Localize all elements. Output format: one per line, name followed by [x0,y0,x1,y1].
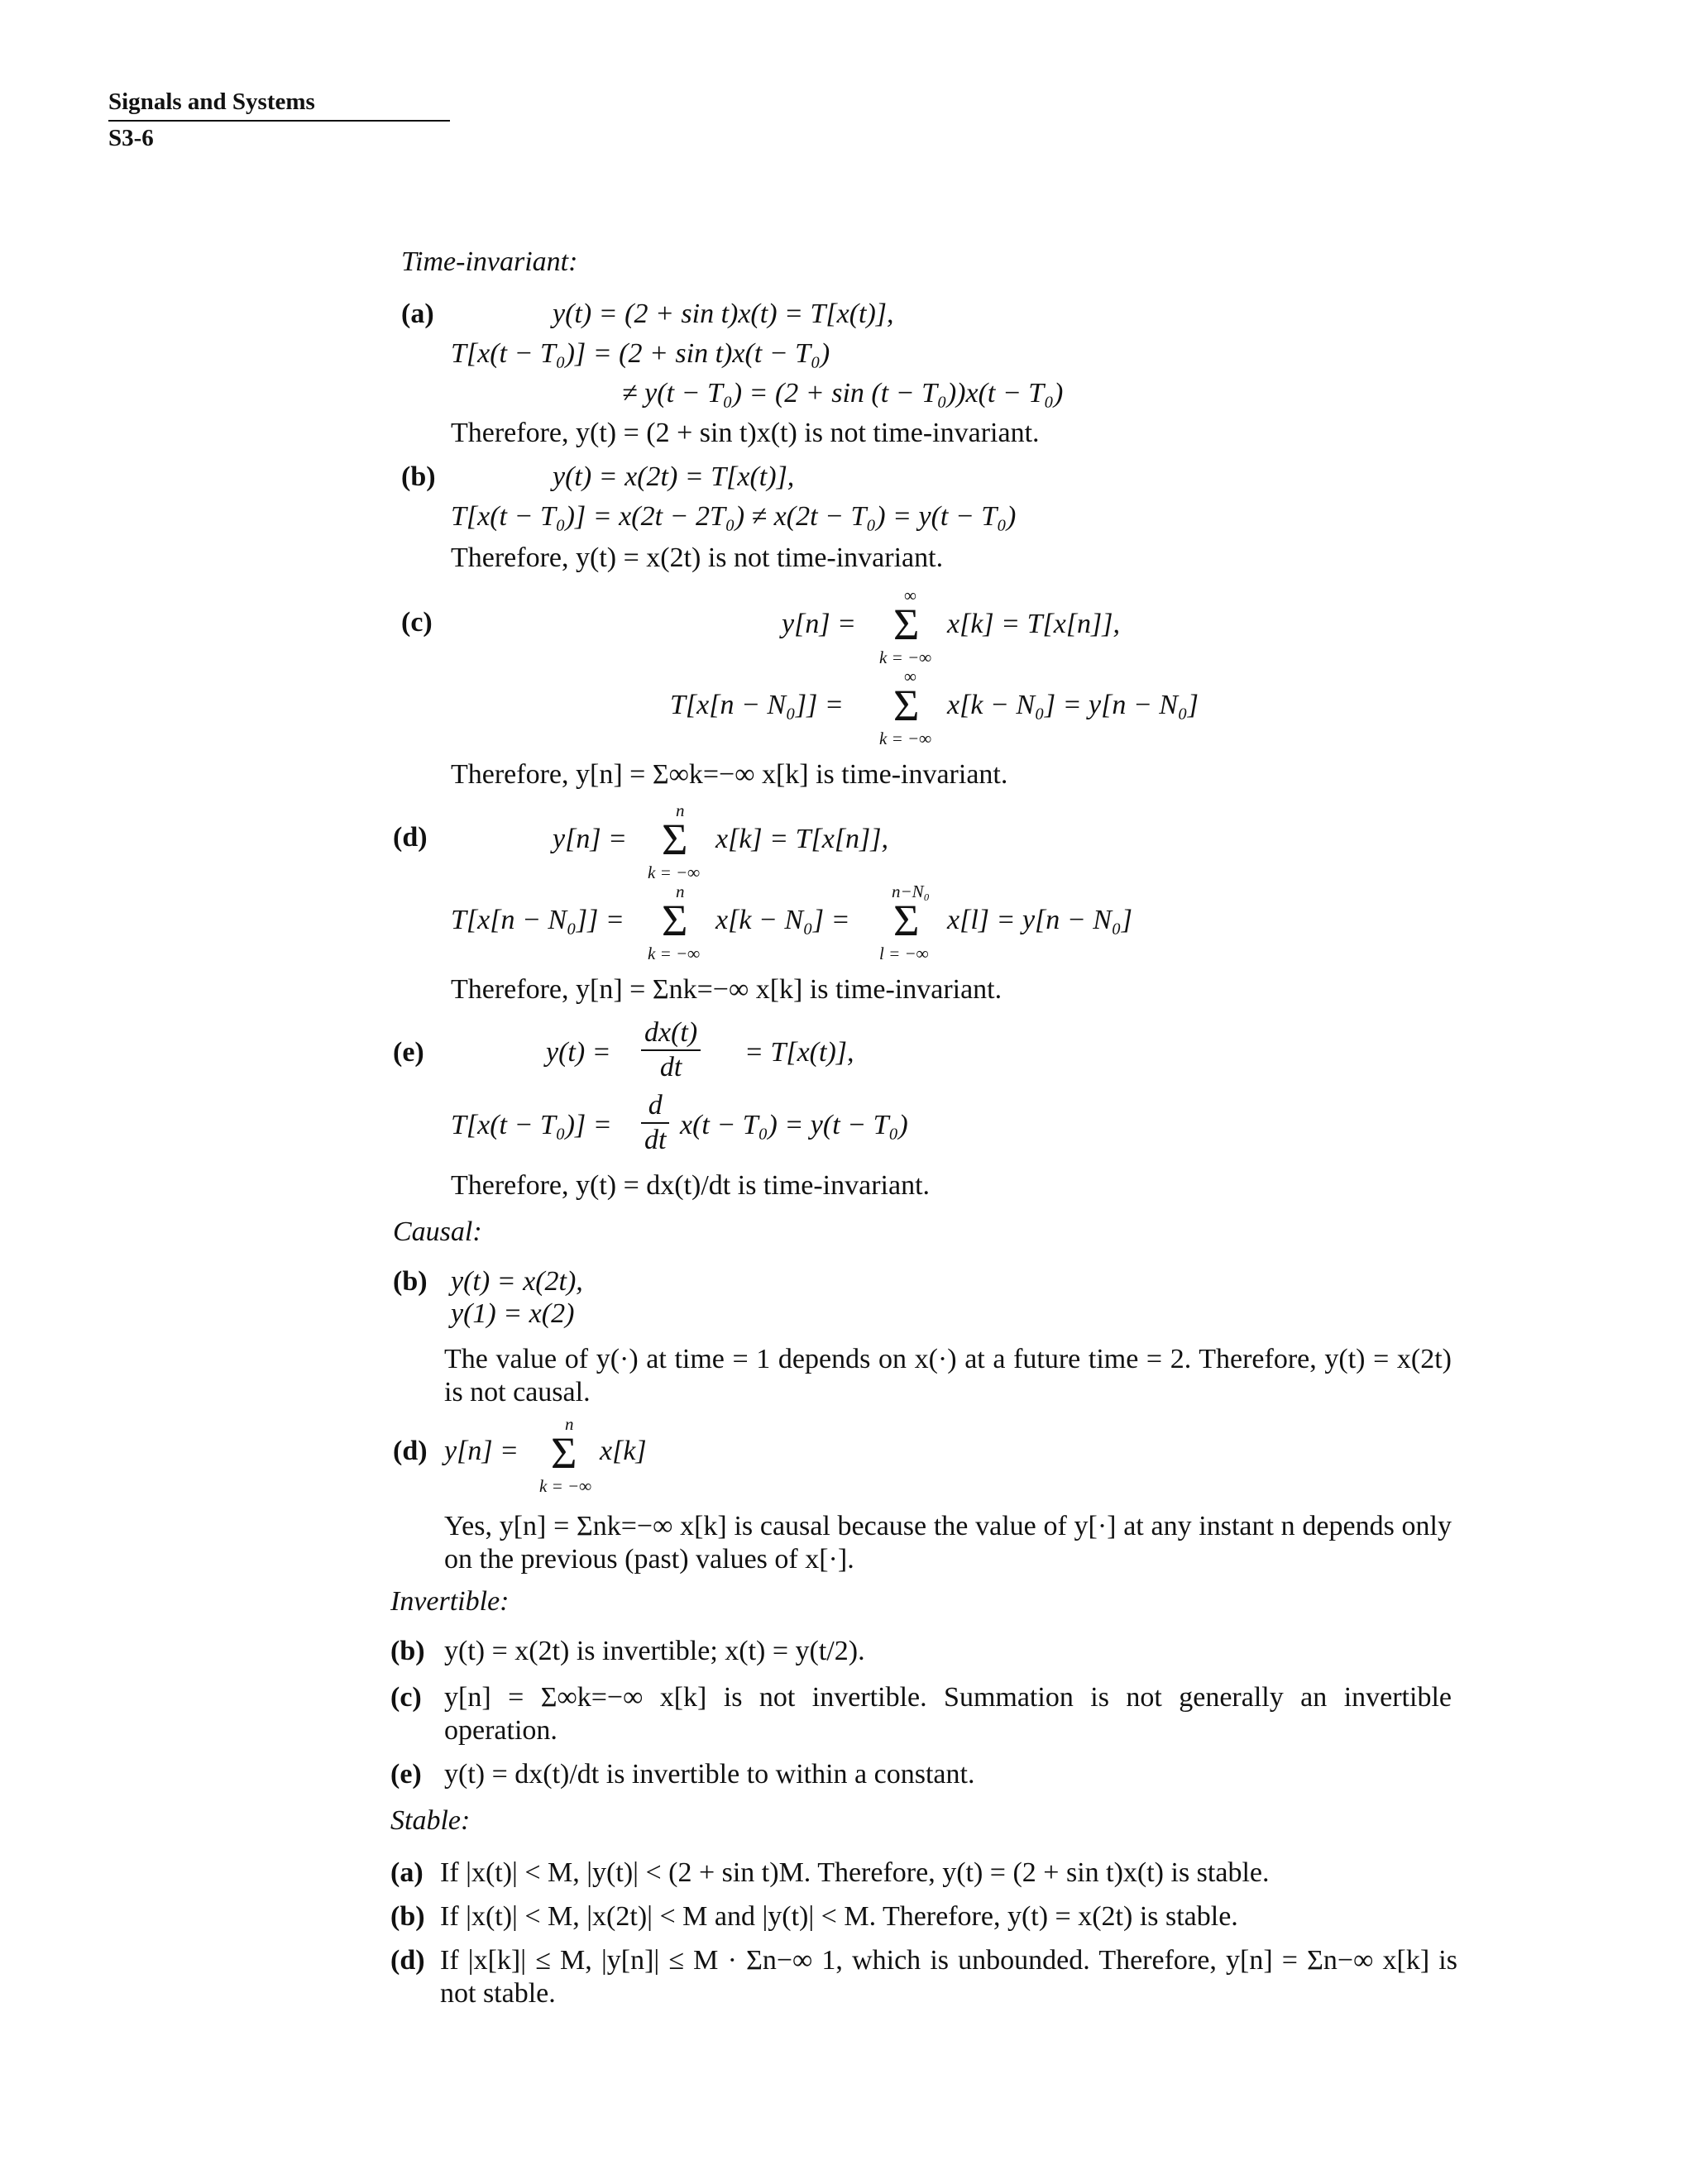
ti-d-l1-rhs: x[k] = T[x[n]], [715,824,889,854]
ti-a-line2: T[x(t − T₀)] = (2 + sin t)x(t − T₀) [451,338,830,369]
ti-c-sum2-top: ∞ [904,667,916,686]
time-invariant-heading: Time-invariant: [401,246,578,277]
ti-e-l2-den: dt [644,1125,667,1155]
causal-d-text: Yes, y[n] = Σnk=−∞ x[k] is causal because the value of y[·] at any instant n depends only on the previous (past) values of x[·]. [444,1511,1452,1575]
ti-d-l2-lhs: T[x[n − N₀]] = [451,905,624,935]
causal-d-sum-top: n [565,1414,574,1434]
book-title: Signals and Systems [108,88,315,115]
sigma-icon: Σ [893,600,920,649]
causal-b-line1: y(t) = x(2t), [451,1266,583,1297]
ti-e-l1-frac [641,1016,701,1084]
ti-c-l1-lhs: y[n] = [782,609,856,639]
causal-d-label: (d) [393,1436,428,1466]
ti-d-sum2-bottom: k = −∞ [648,944,701,963]
ti-d-label: (d) [393,822,428,853]
stable-a-text: If |x(t)| < M, |y(t)| < (2 + sin t)M. Therefore, y(t) = (2 + sin t)x(t) is stable. [440,1857,1270,1888]
ti-c-conclusion: Therefore, y[n] = Σ∞k=−∞ x[k] is time-invariant. [451,759,1008,790]
causal-heading: Causal: [393,1216,482,1247]
inv-c-label: (c) [390,1682,422,1713]
ti-a-line3: ≠ y(t − T₀) = (2 + sin (t − T₀))x(t − T₀) [622,378,1064,409]
ti-e-l2-frac [641,1089,669,1157]
ti-c-l1-rhs: x[k] = T[x[n]], [947,609,1121,639]
stable-a-label: (a) [390,1857,424,1888]
causal-d-rhs: x[k] [600,1436,647,1466]
ti-e-l1-den: dt [659,1052,682,1082]
causal-b-text: The value of y(·) at time = 1 depends on x(·) at a future time = 2. Therefore, y(t) = x(2t) is not causal. [444,1344,1452,1407]
stable-heading: Stable: [390,1805,471,1836]
ti-a-line1: y(t) = (2 + sin t)x(t) = T[x(t)], [553,299,894,329]
ti-d-sum1-bottom: k = −∞ [648,863,701,882]
ti-e-conclusion: Therefore, y(t) = dx(t)/dt is time-invariant. [451,1170,931,1201]
ti-d-conclusion: Therefore, y[n] = Σnk=−∞ x[k] is time-invariant. [451,974,1003,1005]
inv-b-text: y(t) = x(2t) is invertible; x(t) = y(t/2). [444,1636,865,1666]
ti-e-l2-num: d [641,1089,669,1124]
inv-b-label: (b) [390,1636,425,1666]
stable-b-text: If |x(t)| < M, |x(2t)| < M and |y(t)| < M. Therefore, y(t) = x(2t) is stable. [440,1901,1238,1932]
ti-e-l2-lhs: T[x(t − T₀)] = [451,1110,612,1140]
causal-d-lhs: y[n] = [444,1436,519,1466]
inv-e-label: (e) [390,1759,422,1790]
sigma-icon: Σ [893,681,920,730]
ti-b-line1: y(t) = x(2t) = T[x(t)], [553,461,795,492]
ti-a-conclusion: Therefore, y(t) = (2 + sin t)x(t) is not time-invariant. [451,418,1040,448]
stable-d-label: (d) [390,1945,425,1976]
stable-b-label: (b) [390,1901,425,1932]
sigma-icon: Σ [662,815,688,864]
ti-d-l1-lhs: y[n] = [553,824,627,854]
ti-c-l2-lhs: T[x[n − N₀]] = [670,690,844,720]
ti-d-l2-mid: x[k − N₀] = [715,905,850,935]
ti-d-sum3-top: n−N₀ [892,882,930,901]
ti-c-l2-rhs: x[k − N₀] = y[n − N₀] [947,690,1199,720]
inv-e-text: y(t) = dx(t)/dt is invertible to within a constant. [444,1759,975,1790]
ti-d-sum3-bottom: l = −∞ [879,944,929,963]
ti-e-l1-lhs: y(t) = [546,1037,611,1068]
ti-e-l1-num: dx(t) [641,1016,701,1051]
ti-c-sum1-bottom: k = −∞ [879,648,932,667]
ti-c-label: (c) [401,607,433,638]
ti-d-l2-rhs: x[l] = y[n − N₀] [947,905,1132,935]
inv-c-text: y[n] = Σ∞k=−∞ x[k] is not invertible. Summation is not generally an invertible operation. [444,1682,1452,1746]
sigma-icon: Σ [551,1428,577,1478]
ti-a-label: (a) [401,299,434,329]
ti-b-line2: T[x(t − T₀)] = x(2t − 2T₀) ≠ x(2t − T₀) = y(t − T₀) [451,501,1017,532]
ti-d-sum2-top: n [676,882,685,901]
sigma-icon: Σ [893,896,920,945]
page-code: S3-6 [108,125,154,151]
ti-b-label: (b) [401,461,436,492]
ti-e-l2-rhs: x(t − T₀) = y(t − T₀) [680,1110,908,1140]
sigma-icon: Σ [662,896,688,945]
ti-b-conclusion: Therefore, y(t) = x(2t) is not time-invariant. [451,542,944,573]
header-rule [108,120,450,122]
ti-c-sum2-bottom: k = −∞ [879,729,932,748]
ti-e-l1-rhs: = T[x(t)], [744,1037,854,1068]
invertible-heading: Invertible: [390,1586,510,1617]
causal-d-sum-bottom: k = −∞ [539,1476,592,1496]
causal-b-label: (b) [393,1266,428,1297]
ti-e-label: (e) [393,1037,424,1068]
stable-d-text: If |x[k]| ≤ M, |y[n]| ≤ M · Σn−∞ 1, which is unbounded. Therefore, y[n] = Σn−∞ x[k] is not stable. [440,1945,1457,2009]
ti-d-sum1-top: n [676,800,685,820]
ti-c-sum1-top: ∞ [904,585,916,605]
causal-b-line2: y(1) = x(2) [451,1298,575,1329]
